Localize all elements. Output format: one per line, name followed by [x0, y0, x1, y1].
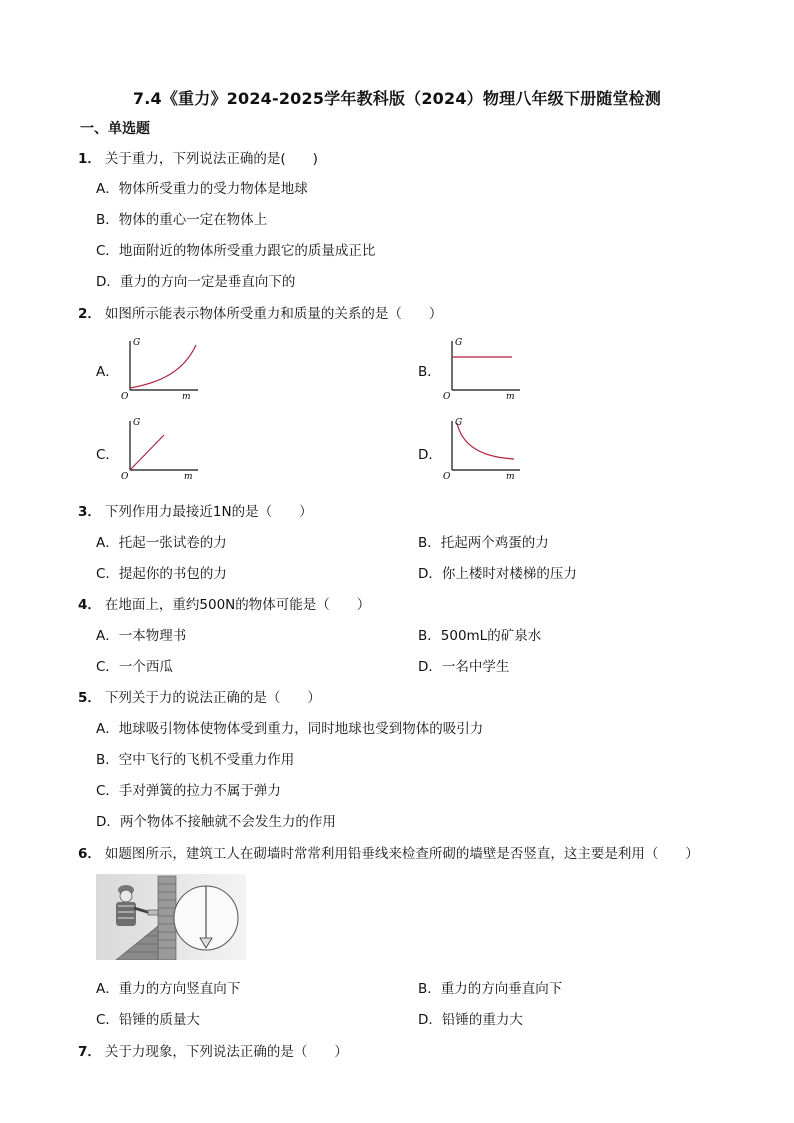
question-number: 2． — [78, 306, 101, 322]
axis-x-label: m — [506, 392, 515, 400]
axis-y-label: G — [455, 338, 463, 348]
question-text: 关于重力，下列说法正确的是( ) — [104, 151, 318, 167]
q5-option-c: C．手对弹簧的拉力不属于弹力 — [96, 783, 281, 799]
axis-y-label: G — [455, 418, 463, 428]
axis-y-label: G — [133, 418, 141, 428]
q1-option-a: A．物体所受重力的受力物体是地球 — [96, 181, 308, 197]
q1-option-b: B．物体的重心一定在物体上 — [96, 212, 268, 228]
q2-graph-c — [118, 415, 208, 480]
axis-x-label: m — [506, 472, 515, 480]
origin-label: O — [443, 392, 451, 400]
axis-x-label: m — [184, 472, 193, 480]
origin-label: O — [443, 472, 451, 480]
graph-line — [130, 435, 164, 470]
q2-option-d-label: D． — [418, 447, 442, 463]
origin-label: O — [121, 392, 129, 400]
q3-option-d: D．你上楼时对楼梯的压力 — [418, 566, 577, 582]
q2-graph-b — [440, 335, 530, 400]
q2-option-a-label: A． — [96, 364, 119, 380]
question-number: 1． — [78, 151, 101, 167]
question-number: 3． — [78, 504, 101, 520]
question-4 — [78, 593, 370, 613]
q6-option-d: D．铅锤的重力大 — [418, 1012, 523, 1028]
q4-option-a: A．一本物理书 — [96, 628, 187, 644]
question-text: 在地面上，重约500N的物体可能是（ ） — [104, 597, 371, 613]
question-number: 5． — [78, 690, 101, 706]
q2-graph-d — [440, 415, 530, 480]
section-heading: 一、单选题 — [80, 121, 150, 137]
question-number: 4． — [78, 597, 101, 613]
q6-option-b: B．重力的方向垂直向下 — [418, 981, 563, 997]
q1-option-c: C．地面附近的物体所受重力跟它的质量成正比 — [96, 243, 376, 259]
question-7 — [78, 1040, 348, 1060]
q2-option-c-label: C． — [96, 447, 119, 463]
q3-option-c: C．提起你的书包的力 — [96, 566, 227, 582]
q5-option-b: B．空中飞行的飞机不受重力作用 — [96, 752, 295, 768]
question-text: 如题图所示，建筑工人在砌墙时常常利用铅垂线来检查所砌的墙壁是否竖直，这主要是利用（ ） — [104, 846, 699, 862]
q3-option-b: B．托起两个鸡蛋的力 — [418, 535, 549, 551]
bricklayer-plumb-line-figure — [96, 874, 246, 960]
q1-option-d: D．重力的方向一定是垂直向下的 — [96, 274, 296, 290]
question-3 — [78, 500, 313, 520]
plumb-line-inset — [174, 886, 238, 950]
q5-option-d: D．两个物体不接触就不会发生力的作用 — [96, 814, 336, 830]
q4-option-b: B．500mL的矿泉水 — [418, 628, 542, 644]
question-text: 如图所示能表示物体所受重力和质量的关系的是（ ） — [104, 306, 443, 322]
question-2 — [78, 302, 442, 322]
q2-graph-a — [118, 335, 208, 400]
page-title: 7.4《重力》2024-2025学年教科版（2024）物理八年级下册随堂检测 — [132, 89, 662, 108]
question-number: 7． — [78, 1044, 101, 1060]
axis-x-label: m — [182, 392, 191, 400]
q4-option-c: C．一个西瓜 — [96, 659, 173, 675]
question-1 — [78, 147, 318, 167]
q5-option-a: A．地球吸引物体使物体受到重力，同时地球也受到物体的吸引力 — [96, 721, 484, 737]
q4-option-d: D．一名中学生 — [418, 659, 510, 675]
question-6 — [78, 842, 699, 862]
graph-curve — [130, 345, 196, 388]
q6-option-a: A．重力的方向竖直向下 — [96, 981, 241, 997]
q2-option-b-label: B． — [418, 364, 441, 380]
axis-y-label: G — [133, 338, 141, 348]
origin-label: O — [121, 472, 129, 480]
question-text: 关于力现象，下列说法正确的是（ ） — [104, 1044, 348, 1060]
q3-option-a: A．托起一张试卷的力 — [96, 535, 227, 551]
question-number: 6． — [78, 846, 101, 862]
question-5 — [78, 686, 321, 706]
q6-option-c: C．铅锤的质量大 — [96, 1012, 200, 1028]
question-text: 下列作用力最接近1N的是（ ） — [104, 504, 313, 520]
graph-curve — [457, 423, 514, 459]
question-text: 下列关于力的说法正确的是（ ） — [104, 690, 321, 706]
